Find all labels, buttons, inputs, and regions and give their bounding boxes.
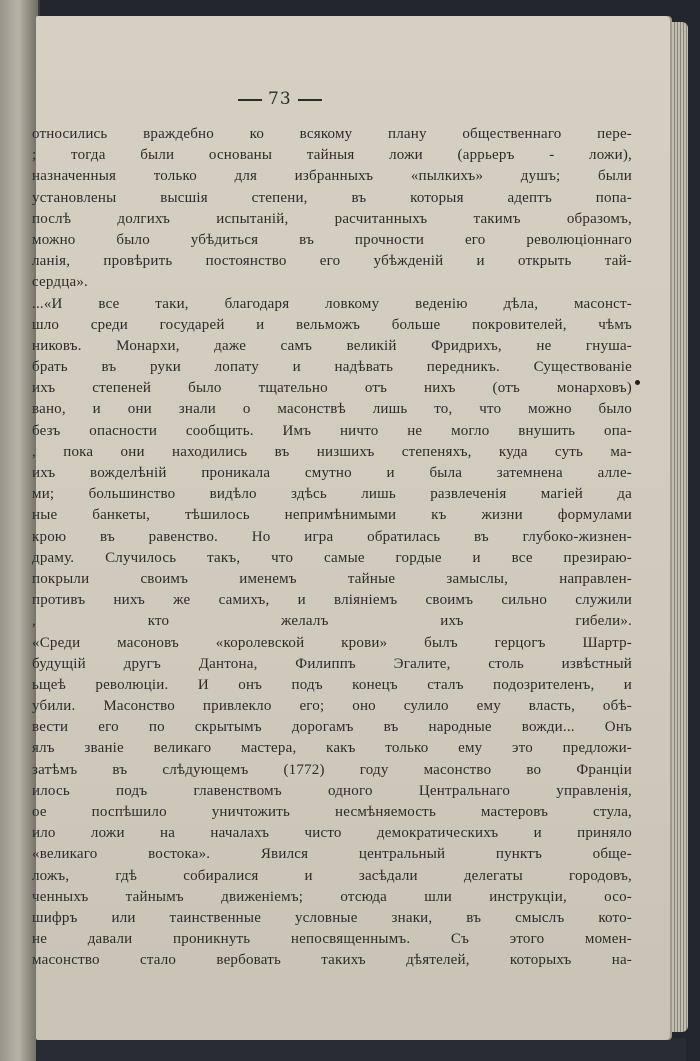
text-line: затѣмъ въ слѣдующемъ (1772) году масонство во Франціи [32,761,632,778]
text-line: ланія, провѣрить постоянство его убѣжденій и открыть тай- [32,253,632,270]
text-line: не давали проникнуть непосвященнымъ. Съ этого момен- [32,931,632,948]
text-line: «Среди масоновъ «королевской крови» былъ герцогъ Шартр- [32,634,632,651]
text-line: ялъ званіе великаго мастера, какъ только ему это предложи- [32,740,632,757]
text-line: вано, и они знали о масонствѣ лишь то, что можно было [32,401,632,418]
page-text [32,124,632,972]
text-line: убили. Масонство привлекло его; оно сулило ему власть, обѣ- [32,698,632,715]
text-line: будущій другъ Дантона, Филиппъ Эгалите, столь извѣстный [32,655,632,672]
ink-dot [635,380,640,385]
text-line: ...«И все таки, благодаря ловкому веденію дѣла, масонст- [32,295,632,312]
text-line: ило ложи на началахъ чисто демократическихъ и приняло [32,825,632,842]
text-line: , пока они находились въ низшихъ степеняхъ, куда суть ма- [32,443,632,460]
dash-left [238,99,262,101]
text-line: ьщеѣ революціи. И онъ подъ конецъ сталъ подозрителенъ, и [32,676,632,693]
text-line: ое поспѣшило уничтожить несмѣняемость мастеровъ стула, [32,804,632,820]
text-line: противъ нихъ же самихъ, и вліяніемъ своимъ сильно служили [32,592,632,609]
text-line: ные банкеты, тѣшилось непримѣнимыми къ жизни формулами [32,507,632,524]
text-line: , кто желалъ ихъ гибели». [32,613,632,630]
text-line: ложъ, гдѣ собиралися и засѣдали делегаты городовъ, [32,867,632,884]
text-line: ; тогда были основаны тайныя ложи (аррьеръ - ложи), [32,147,632,164]
text-line: драму. Случилось такъ, что самые гордые и все презираю- [32,549,632,566]
text-line: крою въ равенство. Но игра обратилась въ глубоко-жизнен- [32,528,632,545]
text-line: ихъ вожделѣній проникала смутно и была затемнена алле- [32,465,632,481]
page-number [232,89,328,109]
dash-right [298,99,322,101]
text-line: относились враждебно ко всякому плану общественнаго пере- [32,126,632,142]
text-line: назначенныя только для избранныхъ «пылкихъ» душъ; были [32,168,632,185]
text-line: покрыли своимъ именемъ тайные замыслы, направлен- [32,570,632,587]
text-line: никовъ. Монархи, даже самъ великій Фридрихъ, не гнуша- [32,337,632,354]
text-line: «великаго востока». Явился центральный пунктъ обще- [32,846,632,863]
text-line: можно было убѣдиться въ прочности его революціоннаго [32,231,632,248]
text-line: брать въ руки лопату и надѣвать передникъ. Существованіе [32,359,632,376]
text-line: установлены высшія степени, въ которыя адептъ попа- [32,189,632,206]
text-line: безъ опасности сообщить. Имъ ничто не могло внушить опа- [32,422,632,439]
text-line: шло среди государей и вельможъ больше покровителей, чѣмъ [32,316,632,333]
text-line: илось подъ главенствомъ одного Центральнаго управленія, [32,782,632,799]
page-number-text: 73 [268,89,292,109]
text-line: ченныхъ тайнымъ движеніемъ; отсюда шли инструкціи, осо- [32,888,632,905]
text-line: шифръ или таинственные условные знаки, въ смыслъ кото- [32,909,632,926]
text-line: сердца». [32,274,88,291]
text-line: вести его по скрытымъ дорогамъ въ народные вожди... Онъ [32,719,632,736]
text-line: масонство стало вербовать такихъ дѣятелей, которыхъ на- [32,952,632,969]
text-line: ми; большинство видѣло здѣсь лишь развлеченія магіей да [32,486,632,503]
text-line: послѣ долгихъ испытаній, расчитанныхъ такимъ образомъ, [32,210,632,227]
text-line: ихъ степеней было тщательно отъ нихъ (отъ монарховъ) [32,380,632,397]
book-bottom-shadow [36,1038,686,1061]
